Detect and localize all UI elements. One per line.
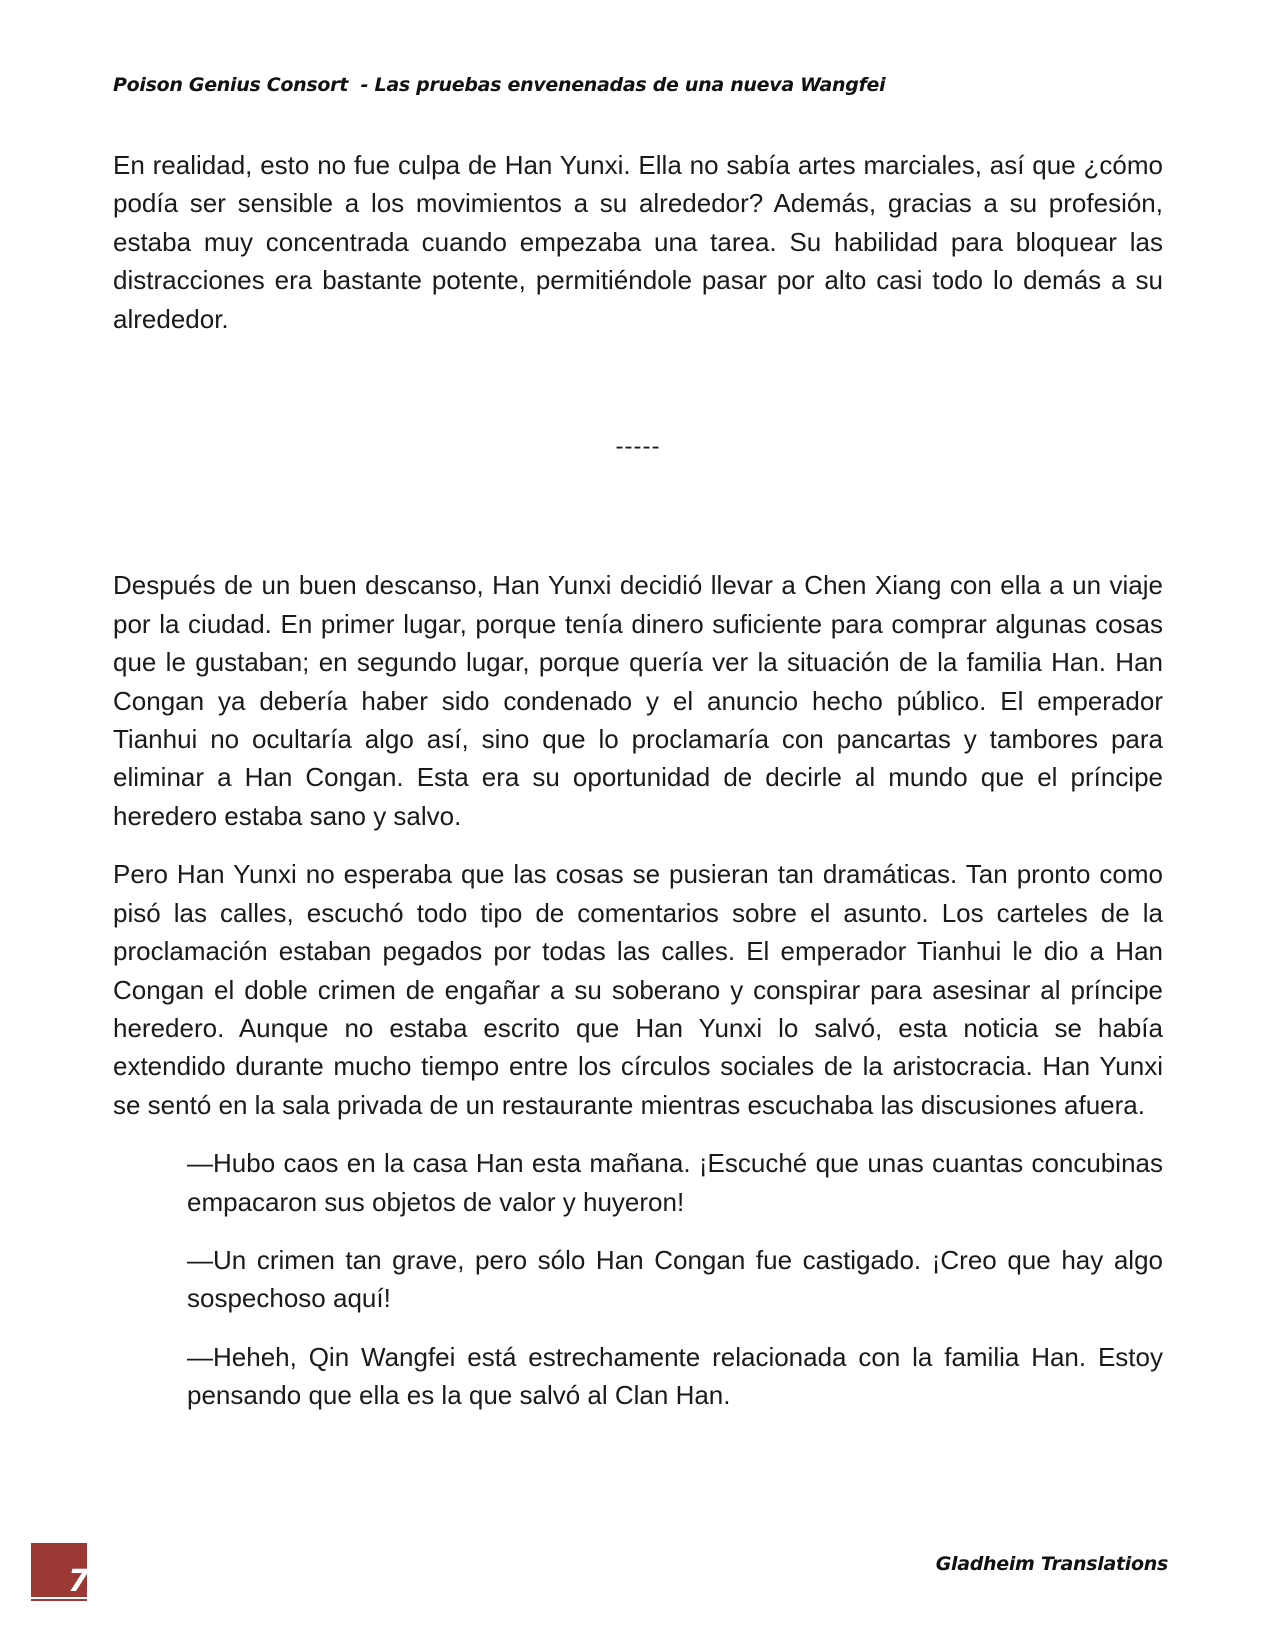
running-header: Poison Genius Consort - Las pruebas envenenadas de una nueva Wangfei [113, 74, 886, 96]
dialogue-line: —Heheh, Qin Wangfei está estrechamente relacionada con la familia Han. Estoy pensando que ella es la que salvó al Clan Han. [187, 1341, 1163, 1411]
dialogue-line: —Hubo caos en la casa Han esta mañana. ¡Escuché que unas cuantas concubinas empacaron sus objetos de valor y huyeron! [187, 1148, 1163, 1217]
page-body [113, 146, 1163, 1435]
footer-credit: Gladheim Translations [935, 1553, 1168, 1575]
page-number-rule [31, 1599, 87, 1601]
paragraph: En realidad, esto no fue culpa de Han Yunxi. Ella no sabía artes marciales, así que ¿cómo podía ser sensible a los movimientos a su alrededor? Además, gracias a su profesión, estaba muy concentrada cuando empezaba una tarea. Su habilidad para bloquear las distracciones era bastante potente, permitiéndole pasar por alto casi todo lo demás a su alrededor. [113, 150, 1163, 334]
dialogue-line: —Un crimen tan grave, pero sólo Han Congan fue castigado. ¡Creo que hay algo sospechoso aquí! [187, 1244, 1163, 1314]
paragraph: Después de un buen descanso, Han Yunxi decidió llevar a Chen Xiang con ella a un viaje por la ciudad. En primer lugar, porque tenía dinero suficiente para comprar algunas cosas que le gustaban; en segundo lugar, porque quería ver la situación de la familia Han. Han Congan ya debería haber sido condenado y el anuncio hecho público. El emperador Tianhui no ocultaría algo así, sino que lo proclamaría con pancartas y tambores para eliminar a Han Congan. Esta era su oportunidad de decirle al mundo que el príncipe heredero estaba sano y salvo. [113, 570, 1163, 831]
scene-separator: ----- [615, 433, 661, 461]
page-number: 7 [68, 1564, 89, 1599]
paragraph: Pero Han Yunxi no esperaba que las cosas se pusieran tan dramáticas. Tan pronto como pisó las calles, escuchó todo tipo de comentarios sobre el asunto. Los carteles de la proclamación estaban pegados por todas las calles. El emperador Tianhui le dio a Han Congan el doble crimen de engañar a su soberano y conspirar para asesinar al príncipe heredero. Aunque no estaba escrito que Han Yunxi lo salvó, esta noticia se había extendido durante mucho tiempo entre los círculos sociales de la aristocracia. Han Yunxi se sentó en la sala privada de un restaurante mientras escuchaba las discusiones afuera. [113, 859, 1163, 1120]
